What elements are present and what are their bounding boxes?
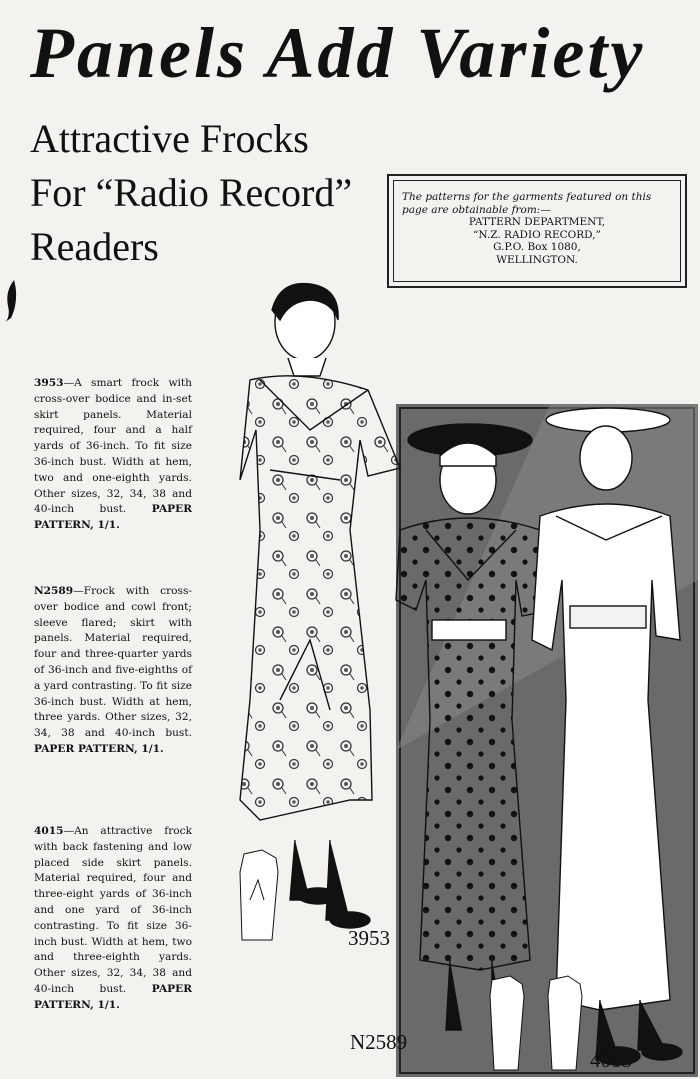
pattern-department-notice (387, 174, 687, 288)
subheading-line-3: Readers (30, 224, 159, 269)
ink-mark-icon (2, 278, 22, 324)
address-line: WELLINGTON. (496, 253, 578, 266)
address-line: PATTERN DEPARTMENT, (468, 216, 606, 228)
address-line: G.P.O. Box 1080, (493, 241, 581, 253)
pattern-code: N2589 (34, 585, 74, 597)
fashion-illustration (200, 280, 698, 1077)
paper-pattern-price: PAPER PATTERN, 1/1. (34, 742, 164, 755)
pattern-description-3953 (34, 376, 192, 534)
address-line: “N.Z. RADIO RECORD,” (473, 228, 601, 241)
pattern-description-n2589 (34, 584, 192, 758)
pattern-code: 4015 (34, 825, 64, 837)
page-headline: Panels Add Variety (30, 13, 646, 93)
figure-label-n2589: N2589 (350, 1030, 408, 1054)
notice-address (402, 216, 672, 266)
notice-intro: The patterns for the garments featured on this page are obtainable from:— (402, 191, 652, 216)
pattern-text: —An attractive frock with back fastening and low placed side skirt panels. Material required, four and three-eight yards of 36-inch and one yard of 36-inch contrasting. To fit size 36-inch bust. Width at hem, two and three-eighth yards. Other sizes, 32, 34, 38 and 40-inch bust. (34, 825, 192, 995)
pattern-code: 3953 (34, 377, 64, 389)
figure-label-4015: 4015 (590, 1048, 632, 1072)
paper-pattern-price: PAPER PATTERN, 1/1. (34, 503, 193, 532)
figure-3953 (240, 284, 400, 928)
subheading (30, 112, 352, 274)
subheading-line-1: Attractive Frocks (30, 116, 309, 161)
pattern-description-4015 (34, 824, 192, 1014)
subheading-line-2: For “Radio Record” (30, 170, 353, 215)
paper-pattern-price: PAPER PATTERN, 1/1. (34, 982, 193, 1011)
figure-label-3953: 3953 (348, 926, 390, 950)
pattern-text: —A smart frock with cross-over bodice and in-set skirt panels. Material required, four and a half yards of 36-inch. To fit size 36-inch bust. Width at hem, two and one-eighth yards. Other sizes, 32, 34, 38 and 40-inch bust. (34, 377, 192, 516)
pattern-text: —Frock with cross-over bodice and cowl front; sleeve flared; skirt with panels. Material required, four and three-quarter yards of 36-inch and five-eighths of a yard contrasting. To fit size 36-inch bust. Width at hem, three yards. Other sizes, 32, 34, 38 and 40-inch bust. (34, 585, 192, 740)
